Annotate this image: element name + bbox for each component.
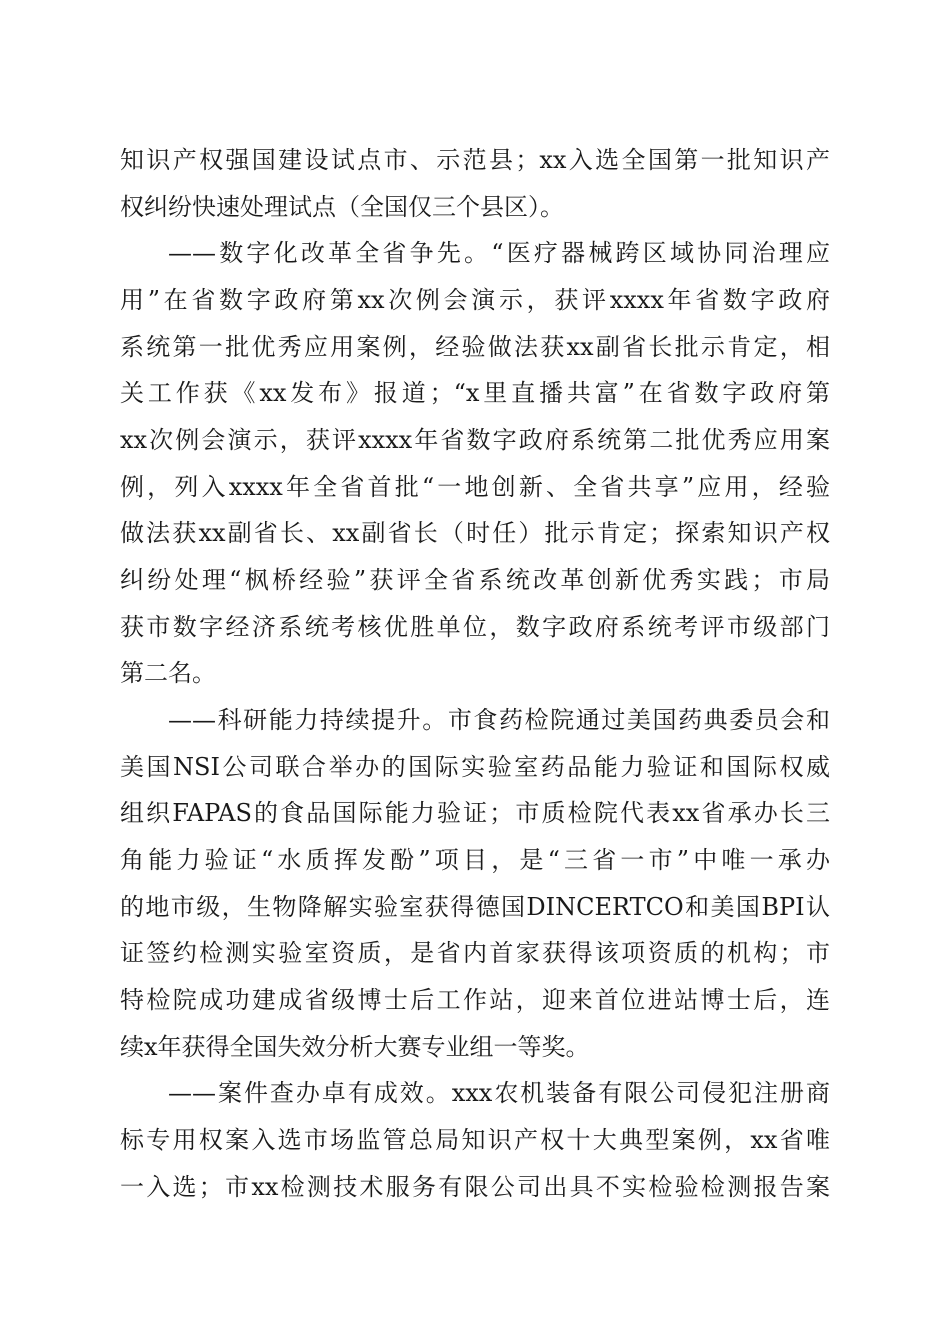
text-line: ——案件查办卓有成效。xxx农机装备有限公司侵犯注册商 [168,1079,830,1107]
text-line: 用”在省数字政府第xx次例会演示，获评xxxx年省数字政府 [120,286,830,314]
text-line: 知识产权强国建设试点市、示范县；xx入选全国第一批知识产 [120,146,830,174]
text-line: 特检院成功建成省级博士后工作站，迎来首位进站博士后，连 [120,986,830,1014]
text-line: 标专用权案入选市场监管总局知识产权十大典型案例，xx省唯 [120,1126,830,1154]
text-line: 关工作获《xx发布》报道；“x里直播共富”在省数字政府第 [120,379,830,407]
text-line: 美国NSI公司联合举办的国际实验室药品能力验证和国际权威 [120,753,830,781]
text-line: 续x年获得全国失效分析大赛专业组一等奖。 [120,1033,590,1061]
text-line: 角能力验证“水质挥发酚”项目，是“三省一市”中唯一承办 [120,846,830,874]
text-line: 一入选；市xx检测技术服务有限公司出具不实检验检测报告案 [120,1173,830,1201]
text-line: 纠纷处理“枫桥经验”获评全省系统改革创新优秀实践；市局 [120,566,830,594]
text-line: xx次例会演示，获评xxxx年省数字政府系统第二批优秀应用案 [120,426,830,454]
text-line: 做法获xx副省长、xx副省长（时任）批示肯定；探索知识产权 [120,519,830,547]
text-line: ——科研能力持续提升。市食药检院通过美国药典委员会和 [168,706,830,734]
text-line: 组织FAPAS的食品国际能力验证；市质检院代表xx省承办长三 [120,799,830,827]
text-line: 证签约检测实验室资质，是省内首家获得该项资质的机构；市 [120,939,830,967]
text-line: 权纠纷快速处理试点（全国仅三个县区）。 [120,193,564,221]
text-line: 系统第一批优秀应用案例，经验做法获xx副省长批示肯定，相 [120,333,830,361]
text-line: ——数字化改革全省争先。“医疗器械跨区域协同治理应 [168,239,830,267]
text-line: 第二名。 [120,659,216,687]
text-line: 的地市级，生物降解实验室获得德国DINCERTCO和美国BPI认 [120,893,830,921]
text-line: 获市数字经济系统考核优胜单位，数字政府系统考评市级部门 [120,613,830,641]
text-line: 例，列入xxxx年全省首批“一地创新、全省共享”应用，经验 [120,473,830,501]
